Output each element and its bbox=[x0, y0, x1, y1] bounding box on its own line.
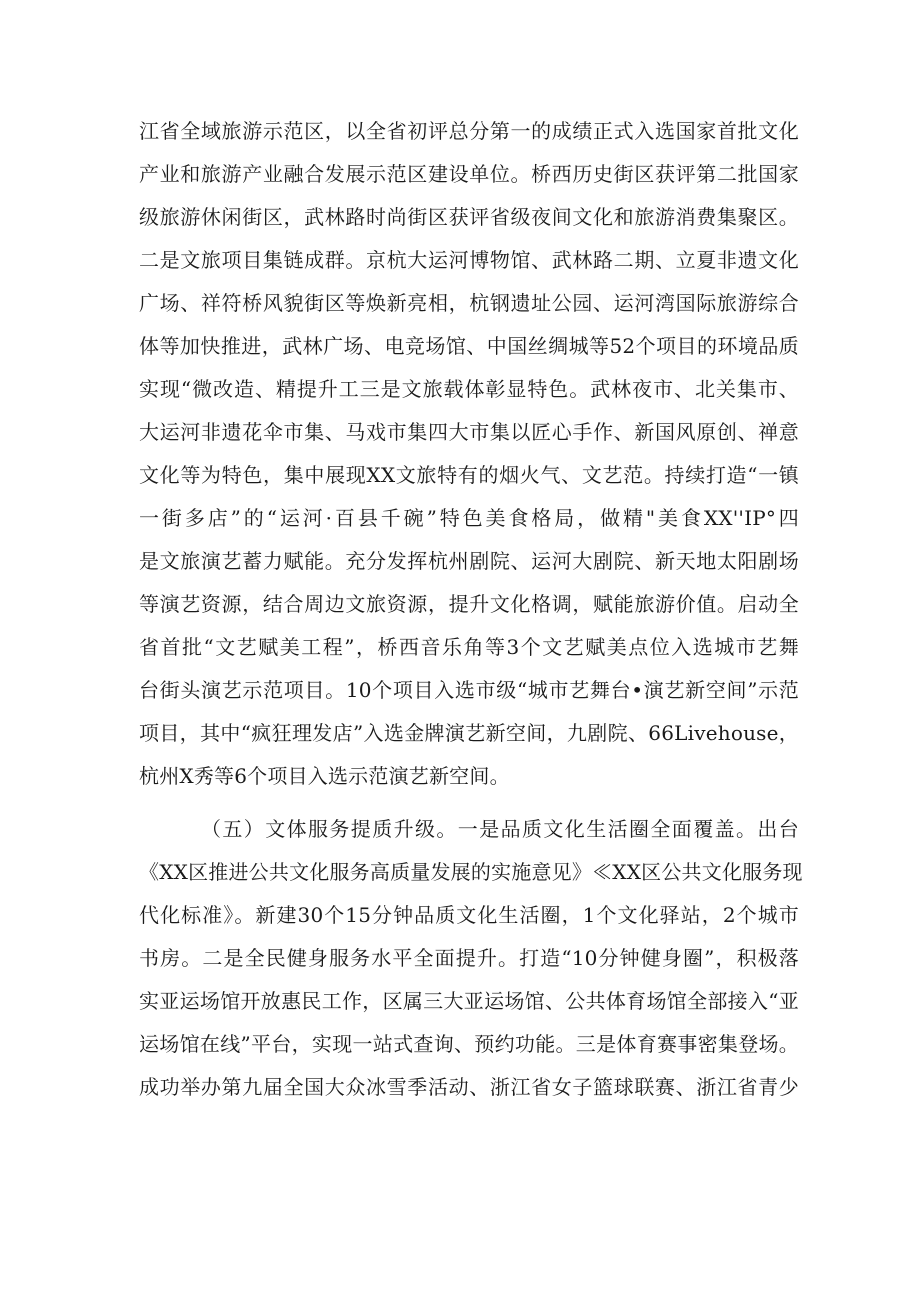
paragraph-line: 《XX区推进公共文化服务高质量发展的实施意见》≪XX区公共文化服务现 bbox=[139, 860, 803, 884]
section-heading-line: （五）文体服务提质升级。一是品质文化生活圈全面覆盖。出台 bbox=[201, 817, 799, 841]
paragraph-line: 是文旅演艺蓄力赋能。充分发挥杭州剧院、运河大剧院、新天地太阳剧场 bbox=[139, 549, 799, 573]
paragraph-line: 成功举办第九届全国大众冰雪季活动、浙江省女子篮球联赛、浙江省青少 bbox=[139, 1075, 799, 1099]
paragraph-line: 级旅游休闲街区，武林路时尚街区获评省级夜间文化和旅游消费集聚区。 bbox=[139, 205, 799, 229]
paragraph-line: 江省全域旅游示范区，以全省初评总分第一的成绩正式入选国家首批文化 bbox=[139, 119, 799, 143]
paragraph-line: 文化等为特色，集中展现XX文旅特有的烟火气、文艺范。持续打造“一镇 bbox=[139, 463, 799, 487]
paragraph-line: 二是文旅项目集链成群。京杭大运河博物馆、武林路二期、立夏非遗文化 bbox=[139, 248, 799, 272]
paragraph-line: 实现“微改造、精提升工三是文旅载体彰显特色。武林夜市、北关集市、 bbox=[139, 377, 799, 401]
paragraph-line: 实亚运场馆开放惠民工作，区属三大亚运场馆、公共体育场馆全部接入“亚 bbox=[139, 989, 799, 1013]
paragraph-line: 台街头演艺示范项目。10个项目入选市级“城市艺舞台•演艺新空间”示范 bbox=[139, 678, 799, 702]
paragraph-line: 体等加快推进，武林广场、电竞场馆、中国丝绸城等52个项目的环境品质 bbox=[139, 334, 799, 358]
paragraph-line: 省首批“文艺赋美工程”，桥西音乐角等3个文艺赋美点位入选城市艺舞 bbox=[139, 635, 799, 659]
paragraph-line-last: 杭州X秀等6个项目入选示范演艺新空间。 bbox=[139, 764, 510, 788]
paragraph-line: 运场馆在线”平台，实现一站式查询、预约功能。三是体育赛事密集登场。 bbox=[139, 1032, 799, 1056]
paragraph-line: 大运河非遗花伞市集、马戏市集四大市集以匠心手作、新国风原创、禅意 bbox=[139, 420, 799, 444]
paragraph-line: 等演艺资源，结合周边文旅资源，提升文化格调，赋能旅游价值。启动全 bbox=[139, 592, 799, 616]
paragraph-line: 产业和旅游产业融合发展示范区建设单位。桥西历史街区获评第二批国家 bbox=[139, 162, 799, 186]
paragraph-line: 书房。二是全民健身服务水平全面提升。打造“10分钟健身圈”，积极落 bbox=[139, 946, 799, 970]
paragraph-line: 项目，其中“疯狂理发店”入选金牌演艺新空间，九剧院、66Livehouse， bbox=[139, 721, 799, 745]
paragraph-line: 广场、祥符桥风貌街区等焕新亮相，杭钢遗址公园、运河湾国际旅游综合 bbox=[139, 291, 799, 315]
paragraph-line: 代化标准》。新建30个15分钟品质文化生活圈，1个文化驿站，2个城市 bbox=[139, 903, 799, 927]
paragraph-line: 一街多店”的“运河·百县千碗”特色美食格局，做精"美食XX''IP°四 bbox=[139, 506, 799, 530]
